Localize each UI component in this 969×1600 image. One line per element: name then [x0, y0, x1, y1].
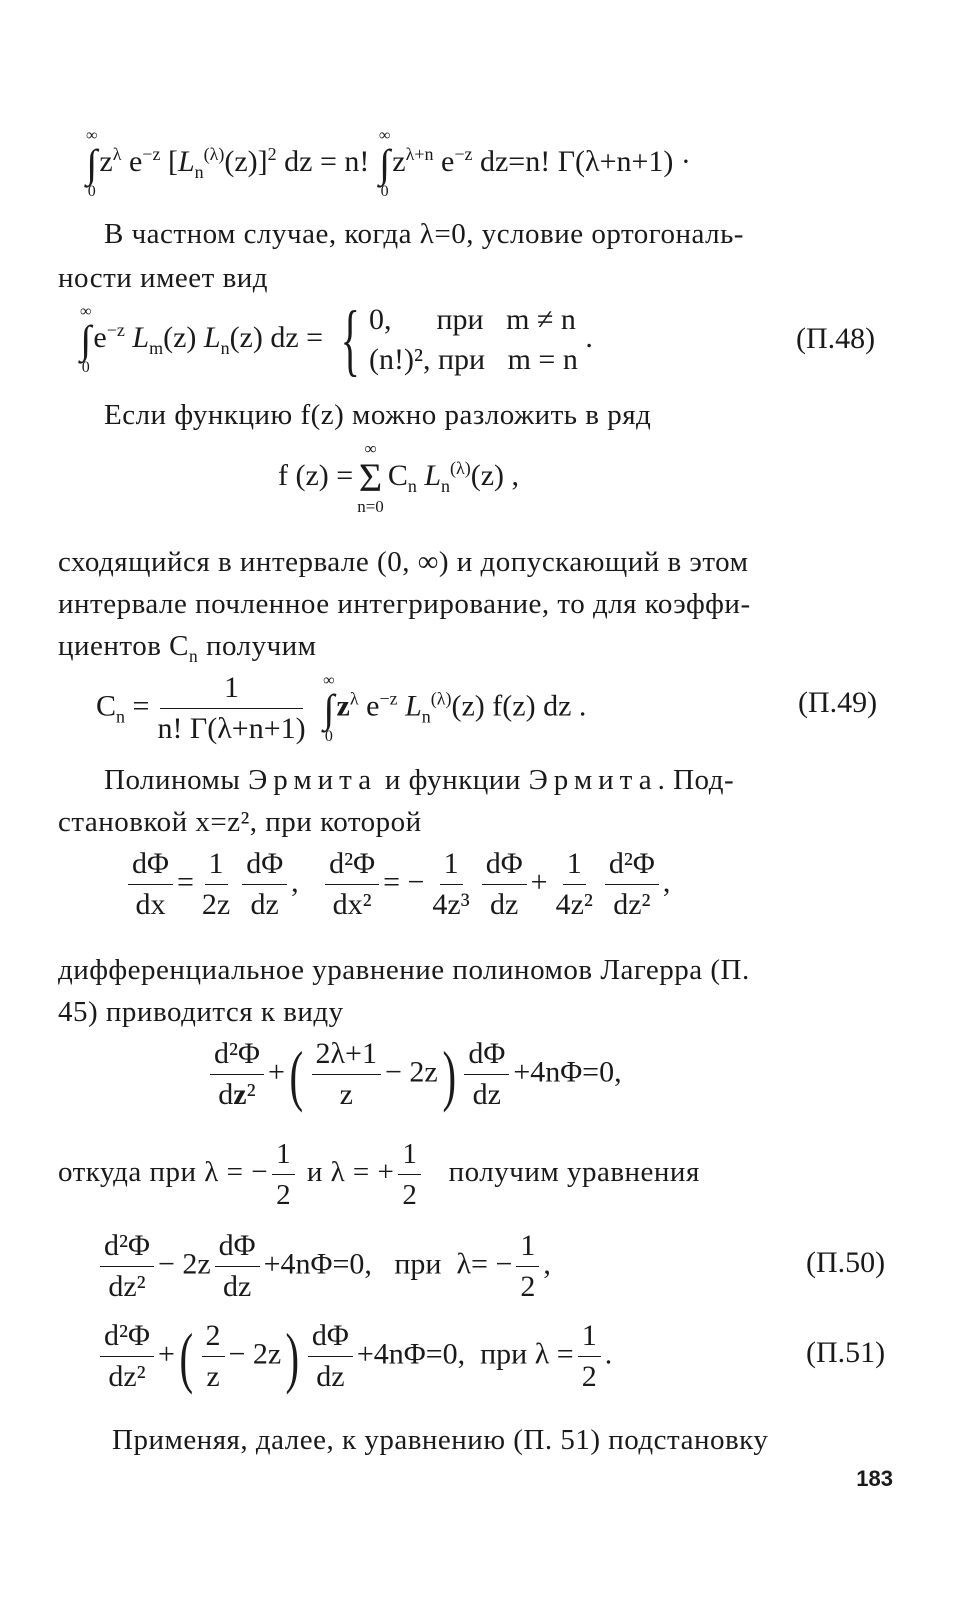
- paragraph-hermite-line1: Полиномы Эрмита и функции Эрмита. Под-: [104, 764, 735, 796]
- equation-p48: ∞ ∫ 0 $e^{-z}$ $L_m(z)$ $L_n(z)$ dz = { 0, при m ≠ n (n!)², при m = n .: [80, 296, 593, 384]
- equation-laguerre-transformed: $\frac{\text{d²Φ}}{\text{dz²}}$ +( $\frac{2\lambda+1}{z}$ − 2z) $\frac{d\Phi}{dz}$ +4nΦ=0,: [206, 1036, 622, 1113]
- paragraph-orthogonality-line2: ности имеет вид: [58, 262, 269, 294]
- paragraph-lambda-values: откуда при λ = − $\frac{1}{2}$ и λ = + $\frac{1}{2}$ получим уравнения: [58, 1138, 700, 1211]
- equation-substitution: $\frac{d\Phi}{dx}$ = $\frac{1}{2z}$ $\frac{d\Phi}{dz}$ , $\frac{\text{d²Φ}}{\text{dx²}}$ = − $\frac{1}{\text{4z³}}$ $\frac{d\Phi}{dz}$ + $\frac{1}{\text{4z²}}$ $\frac{\text{d²Φ}}{\text{dz²}}$ ,: [124, 846, 670, 923]
- equation-series: f (z) = ∞ Σ n=0 $C_n$ $L_n^{(\lambda)}(z)$ ,: [278, 439, 520, 516]
- equation-tag-p49: (П.49): [798, 686, 878, 719]
- paragraph-series-intro: Если функцию f(z) можно разложить в ряд: [104, 399, 652, 431]
- case-m-eq-n: (n!)², при m = n: [369, 343, 578, 376]
- equation-tag-p50: (П.50): [806, 1246, 886, 1279]
- equation-top: ∞ ∫ 0 $z^\lambda$ $e^{-z}$ $[L_n^{(\lambda)}(z)]^2$ dz = n! ∞ ∫ 0 $z^{\lambda+n}$ $e^{-z}$ dz=n! Γ(λ+n+1) ·: [86, 127, 691, 200]
- equation-tag-p48: (П.48): [796, 322, 876, 355]
- equation-p50: $\frac{\text{d²Φ}}{\text{dz²}}$ − 2z $\frac{d\Phi}{dz}$ +4nΦ=0, при λ= − $\frac{1}{2}$ ,: [96, 1228, 551, 1305]
- equation-tag-p51: (П.51): [806, 1336, 886, 1369]
- page-number: 183: [856, 1466, 893, 1491]
- paragraph-series-line1: сходящийся в интервале (0, ∞) и допускающий в этом: [58, 546, 749, 578]
- equation-p49: $C_n$ = $\frac{1}{n! \Gamma(\lambda+n+1)}$ ∞ ∫ 0 $z^\lambda$ $e^{-z}$ $L_n^{(\lambda)}(z)$ f(z) dz .: [96, 671, 587, 745]
- paragraph-hermite-line2: становкой x=z², при которой: [58, 806, 422, 838]
- paragraph-final: Применяя, далее, к уравнению (П. 51) подстановку: [112, 1424, 769, 1456]
- paragraph-laguerre-line2: 45) приводится к виду: [58, 996, 344, 1028]
- paragraph-series-line3: циентов $C_n$ получим: [58, 630, 317, 666]
- case-m-not-n: 0, при m ≠ n: [369, 303, 576, 336]
- paragraph-laguerre-line1: дифференциальное уравнение полиномов Лагерра (П.: [58, 954, 750, 986]
- paragraph-series-line2: интервале почленное интегрирование, то для коэффи-: [58, 588, 751, 620]
- equation-p51: $\frac{\text{d²Φ}}{\text{dz²}}$ +( $\frac{2}{z}$ − 2z) $\frac{d\Phi}{dz}$ +4nΦ=0, при λ = $\frac{1}{2}$ .: [96, 1318, 612, 1395]
- paragraph-orthogonality-line1: В частном случае, когда λ=0, условие ортогональ-: [104, 218, 744, 250]
